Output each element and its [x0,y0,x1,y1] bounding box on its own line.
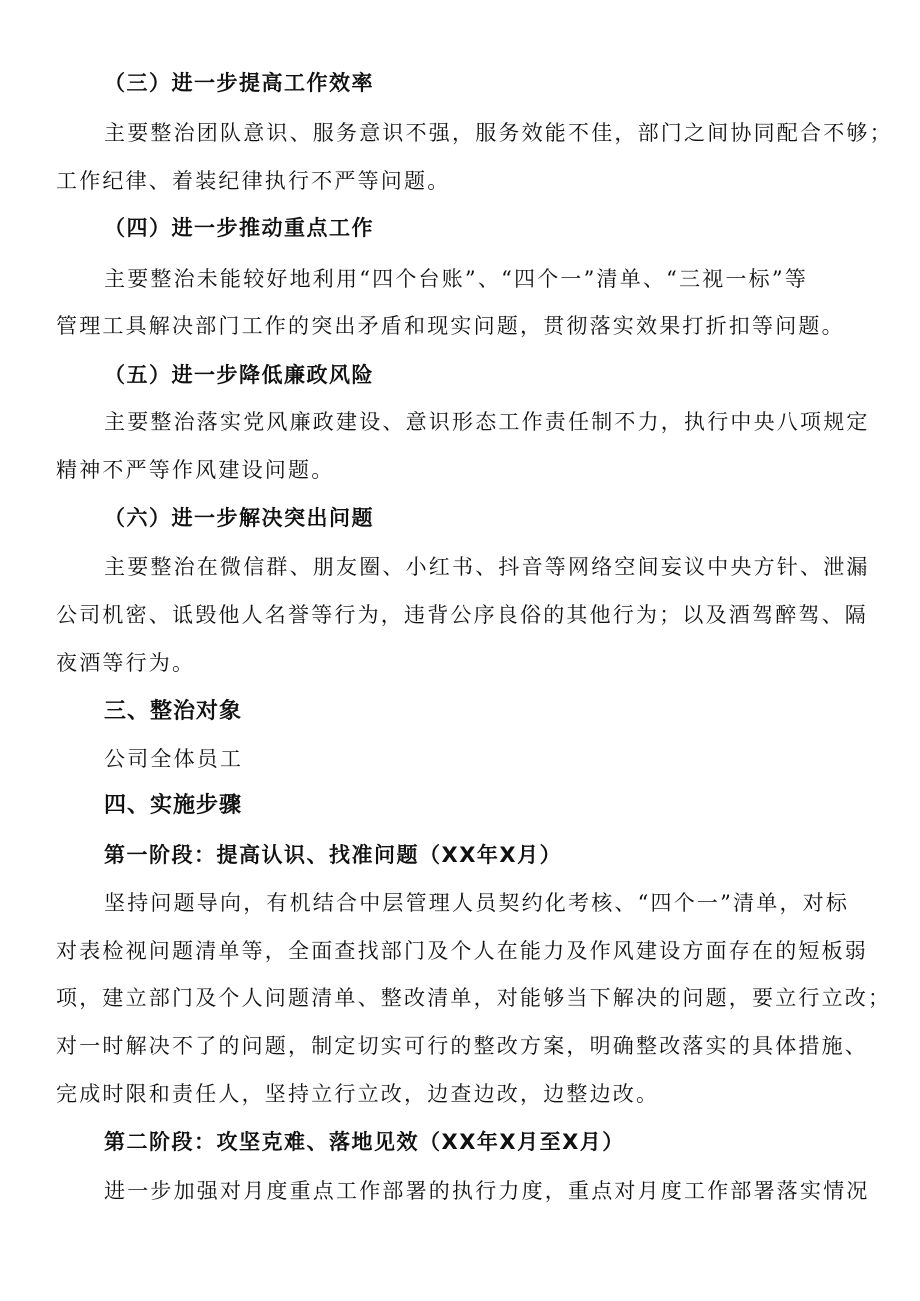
stage-2-heading: 第二阶段：攻坚克难、落地见效（XX年X月至X月） [104,1130,625,1154]
section-4-text-line: 管理工具解决部门工作的突出矛盾和现实问题，贯彻落实效果打折扣等问题。 [56,314,845,338]
stage-2-text-line: 进一步加强对月度重点工作部署的执行力度，重点对月度工作部署落实情况 [104,1179,870,1203]
section-6-text-line: 夜酒等行为。 [56,651,196,675]
stage-1-text-line: 对一时解决不了的问题，制定切实可行的整改方案，明确整改落实的具体措施、 [56,1034,868,1058]
section-3-text-line: 主要整治团队意识、服务意识不强，服务效能不佳，部门之间协同配合不够； [104,121,893,145]
section-5-text-line: 精神不严等作风建设问题。 [56,458,335,482]
stage-1-text-line: 对表检视问题清单等，全面查找部门及个人在能力及作风建设方面存在的短板弱 [56,939,868,963]
section-3-heading: （三）进一步提高工作效率 [104,71,374,95]
section-6-text-line: 主要整治在微信群、朋友圈、小红书、抖音等网络空间妄议中央方针、泄漏 [104,555,870,579]
part-3-heading: 三、整治对象 [104,699,243,724]
stage-1-text-line: 项，建立部门及个人问题清单、整改清单，对能够当下解决的问题，要立行立改； [56,986,892,1010]
section-5-text-line: 主要整治落实党风廉政建设、意识形态工作责任制不力，执行中央八项规定 [104,410,870,434]
part-3-text: 公司全体员工 [104,747,244,771]
stage-1-text-line: 坚持问题导向，有机结合中层管理人员契约化考核、“四个一”清单，对标 [104,891,850,915]
part-4-heading: 四、实施步骤 [104,793,243,818]
stage-1-text-line: 完成时限和责任人，坚持立行立改，边查边改，边整边改。 [56,1082,660,1106]
section-3-text-line: 工作纪律、着装纪律执行不严等问题。 [56,169,451,193]
section-4-heading: （四）进一步推动重点工作 [104,216,374,240]
section-6-heading: （六）进一步解决突出问题 [104,506,374,530]
section-4-text-line: 主要整治未能较好地利用“四个台账”、“四个一”清单、“三视一标”等 [104,267,809,291]
stage-1-heading: 第一阶段：提高认识、找准问题（XX年X月） [104,843,563,867]
section-5-heading: （五）进一步降低廉政风险 [104,363,374,387]
section-6-text-line: 公司机密、诋毁他人名誉等行为，违背公序良俗的其他行为；以及酒驾醉驾、隔 [56,603,868,627]
